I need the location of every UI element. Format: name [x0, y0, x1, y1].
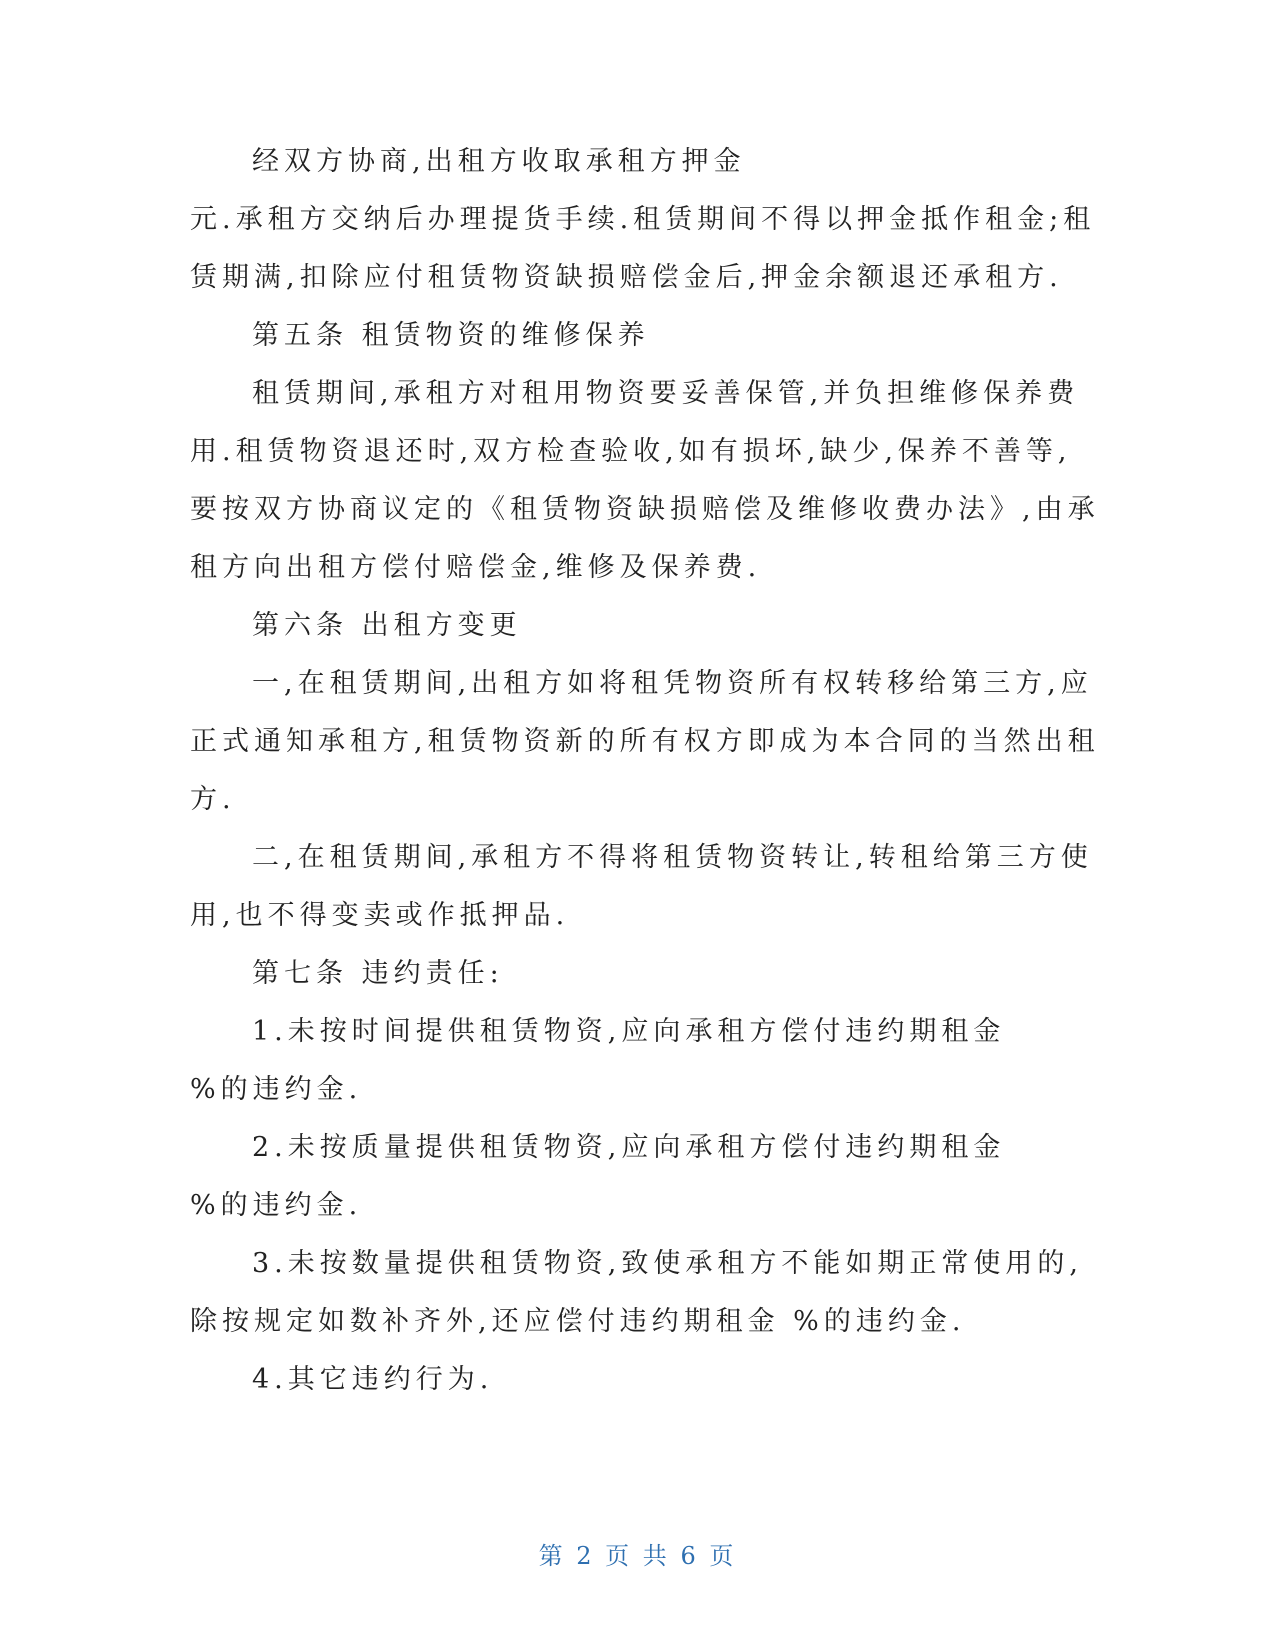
body-line: 方.: [190, 784, 236, 815]
section-heading: 第五条 租赁物资的维修保养: [252, 320, 650, 351]
section-heading: 第六条 出租方变更: [252, 610, 522, 641]
list-item: 2.未按质量提供租赁物资,应向承租方偿付违约期租金: [252, 1132, 1006, 1163]
body-line: 用.租赁物资退还时,双方检查验收,如有损坏,缺少,保养不善等,: [190, 436, 1072, 467]
list-item: 3.未按数量提供租赁物资,致使承租方不能如期正常使用的,: [252, 1248, 1083, 1279]
body-line: 除按规定如数补齐外,还应偿付违约期租金 %的违约金.: [190, 1306, 966, 1337]
body-line: 租方向出租方偿付赔偿金,维修及保养费.: [190, 552, 762, 583]
section-heading: 第七条 违约责任:: [252, 958, 504, 989]
page-number-footer: 第 2 页 共 6 页: [538, 1542, 737, 1570]
body-line: 赁期满,扣除应付租赁物资缺损赔偿金后,押金余额退还承租方.: [190, 262, 1063, 293]
list-item: 1.未按时间提供租赁物资,应向承租方偿付违约期租金: [252, 1016, 1006, 1047]
body-line: %的违约金.: [190, 1190, 363, 1221]
body-line: 一,在租赁期间,出租方如将租凭物资所有权转移给第三方,应: [252, 668, 1093, 699]
body-line: 正式通知承租方,租赁物资新的所有权方即成为本合同的当然出租: [190, 726, 1100, 757]
body-line: 元.承租方交纳后办理提货手续.租赁期间不得以押金抵作租金;租: [190, 204, 1096, 235]
body-line: 经双方协商,出租方收取承租方押金: [252, 146, 746, 177]
body-line: 租赁期间,承租方对租用物资要妥善保管,并负担维修保养费: [252, 378, 1080, 409]
list-item: 4.其它违约行为.: [252, 1364, 494, 1395]
body-line: 用,也不得变卖或作抵押品.: [190, 900, 570, 931]
body-line: %的违约金.: [190, 1074, 363, 1105]
body-line: 二,在租赁期间,承租方不得将租赁物资转让,转租给第三方使: [252, 842, 1093, 873]
body-line: 要按双方协商议定的《租赁物资缺损赔偿及维修收费办法》,由承: [190, 494, 1100, 525]
